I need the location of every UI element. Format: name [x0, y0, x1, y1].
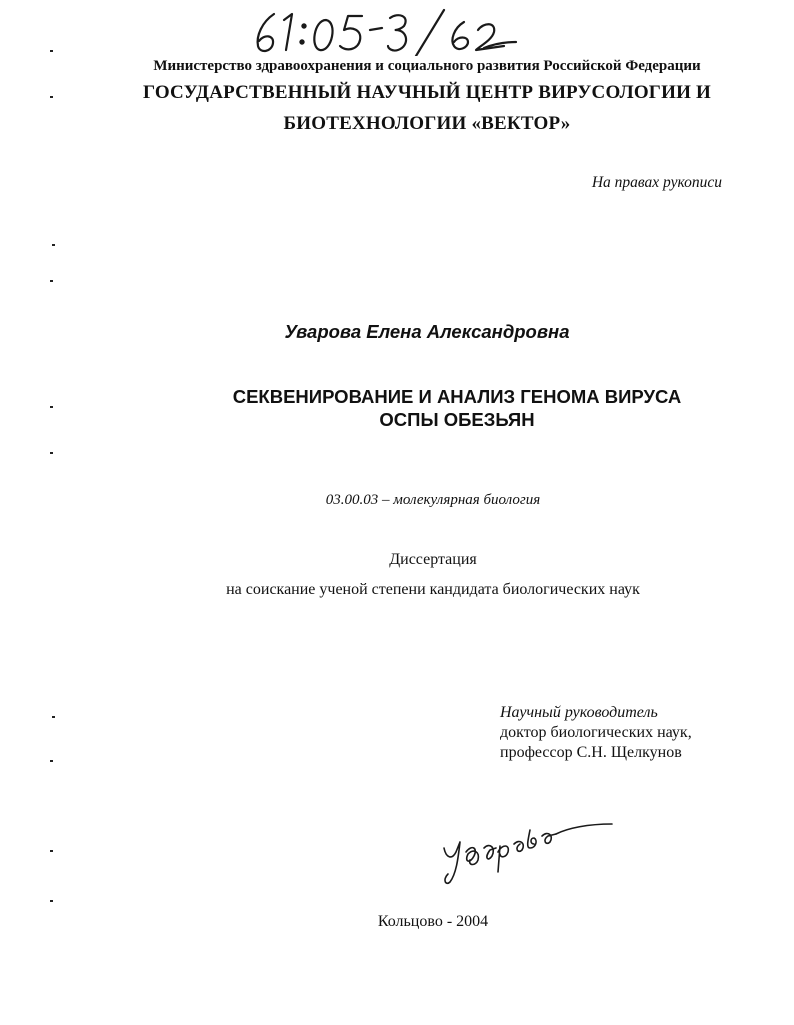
scan-speck — [52, 244, 55, 246]
scan-speck — [50, 280, 53, 282]
scan-speck — [50, 850, 53, 852]
dissertation-title-line1: СЕКВЕНИРОВАНИЕ И АНАЛИЗ ГЕНОМА ВИРУСА — [232, 386, 682, 407]
scan-speck — [50, 50, 53, 52]
advisor-role: Научный руководитель — [500, 704, 658, 721]
ministry-name: Министерство здравоохранения и социального развития Российской Федерации — [153, 58, 701, 74]
degree-statement: на соискание ученой степени кандидата биологических наук — [226, 581, 640, 598]
scan-speck — [52, 716, 55, 718]
dissertation-label: Диссертация — [389, 551, 477, 568]
scan-speck — [50, 760, 53, 762]
author-name: Уварова Елена Александровна — [284, 321, 570, 342]
scan-speck — [50, 406, 53, 408]
author-signature — [438, 808, 616, 888]
institution-name-line2: БИОТЕХНОЛОГИИ «ВЕКТОР» — [283, 113, 571, 134]
scan-speck — [50, 452, 53, 454]
city-and-year: Кольцово - 2004 — [377, 913, 489, 930]
specialty-code: 03.00.03 – молекулярная биология — [325, 492, 541, 508]
dissertation-title-line2: ОСПЫ ОБЕЗЬЯН — [379, 409, 535, 430]
scan-speck — [50, 96, 53, 98]
manuscript-rights-note: На правах рукописи — [591, 174, 722, 191]
scan-speck — [50, 900, 53, 902]
archive-number-handwritten — [240, 8, 530, 56]
advisor-name: профессор С.Н. Щелкунов — [500, 744, 682, 761]
institution-name-line1: ГОСУДАРСТВЕННЫЙ НАУЧНЫЙ ЦЕНТР ВИРУСОЛОГИИ И — [143, 82, 711, 103]
advisor-degree: доктор биологических наук, — [500, 724, 692, 741]
